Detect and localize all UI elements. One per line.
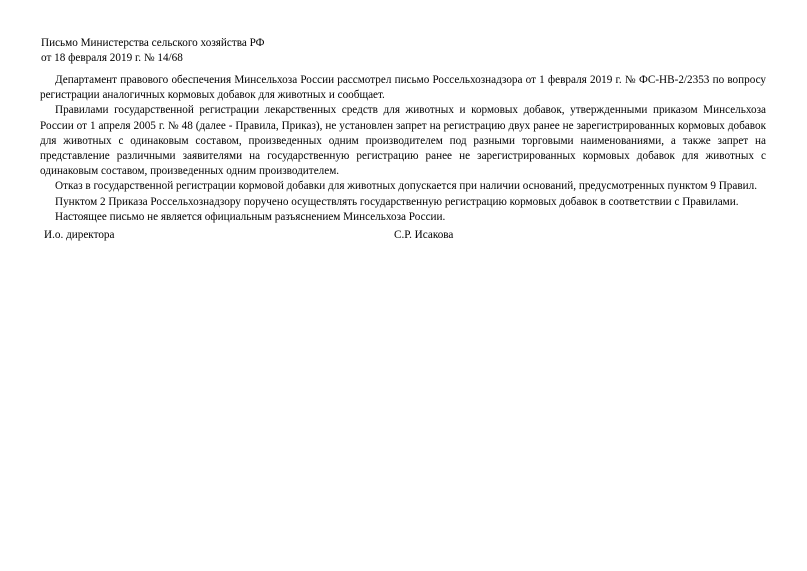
paragraph-order: Пунктом 2 Приказа Россельхознадзору поручено осуществлять государственную регистрацию кормовых добавок в соответствии с Правилами. [55,195,739,208]
paragraph-disclaimer: Настоящее письмо не является официальным разъяснением Минсельхоза России. [55,210,446,223]
document-body [40,73,766,225]
signatory-name: С.Р. Исакова [394,229,454,241]
paragraph-rules: Правилами государственной регистрации лекарственных средств для животных и кормовых добавок, утвержденными приказом Минсельхоза России от 1 апреля 2005 г. № 48 (далее - Правила, Приказ), не установлен запрет на регистрацию двух ранее не зарегистрированных кормовых добавок для животных с одинаковым составом, произведенных одним производителем под разными торговыми наименованиями, а также запрет на представление различными заявителями на государственную регистрацию ранее не зарегистрированных кормовых добавок для животных с одинаковым составом, произведенных одним производителем. [40,104,766,178]
document-date-number: от 18 февраля 2019 г. № 14/68 [41,52,183,64]
document-header [41,36,441,66]
paragraph-refusal: Отказ в государственной регистрации кормовой добавки для животных допускается при наличии оснований, предусмотренных пунктом 9 Правил. [55,180,758,193]
document-title: Письмо Министерства сельского хозяйства РФ [41,37,265,49]
paragraph-intro: Департамент правового обеспечения Минсельхоза России рассмотрел письмо Россельхознадзора от 1 февраля 2019 г. № ФС-НВ-2/2353 по вопросу регистрации аналогичных кормовых добавок для животных и сообщает. [40,74,766,102]
signatory-position: И.о. директора [44,229,115,241]
